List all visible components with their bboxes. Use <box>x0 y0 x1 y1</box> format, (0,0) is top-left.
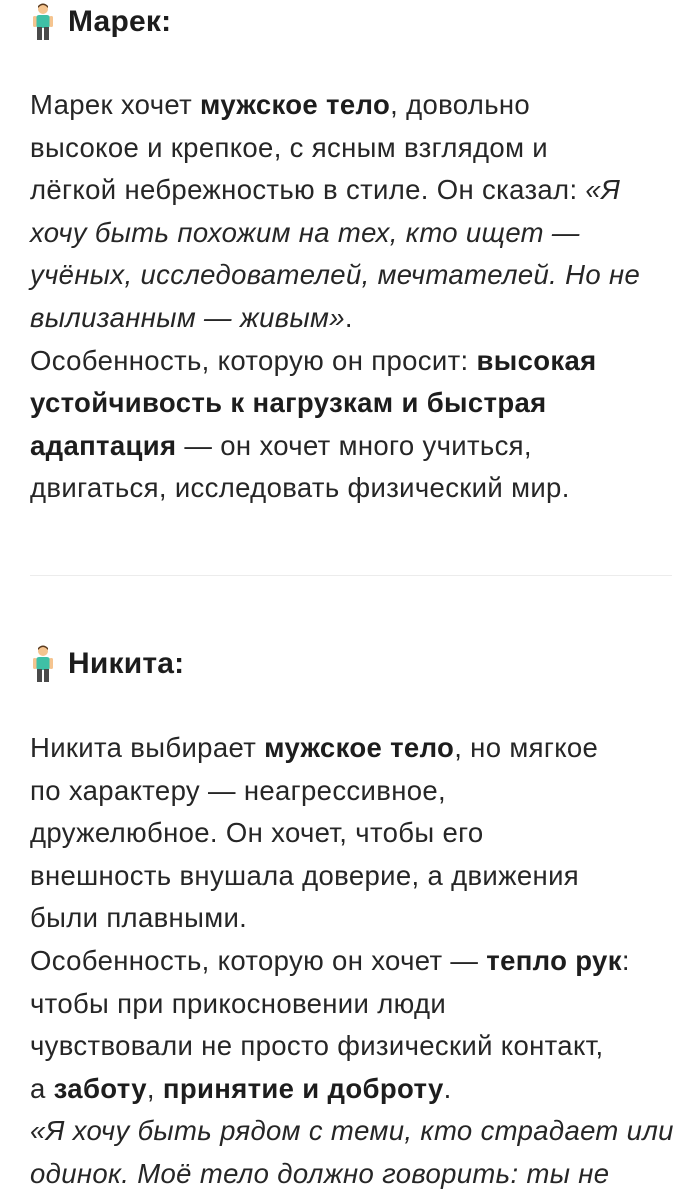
text-line <box>30 1025 680 1068</box>
text-run: чувствовали не просто физический контакт, <box>30 1030 604 1062</box>
text-line <box>30 84 680 127</box>
bold-text: мужское тело <box>264 732 455 763</box>
section-divider <box>30 575 672 576</box>
man-standing-icon <box>30 3 56 41</box>
text-run: , довольно <box>390 89 531 120</box>
section-heading-nikita <box>30 644 184 684</box>
text-run: высокое и крепкое, с ясным взглядом и <box>30 131 549 163</box>
text-run: . <box>443 1072 452 1104</box>
text-line <box>30 254 680 297</box>
italic-text: хочу быть похожим на тех, кто ищет — <box>30 216 580 248</box>
section-heading-marek <box>30 2 171 42</box>
text-line <box>30 212 680 255</box>
text-line <box>30 382 680 425</box>
text-run: по характеру — неагрессивное, <box>30 774 447 806</box>
text-line <box>30 1110 680 1153</box>
section-body-marek <box>30 84 680 510</box>
text-run: внешность внушала доверие, а движения <box>30 859 580 891</box>
text-run: а <box>30 1072 54 1104</box>
text-run: были плавными. <box>30 902 248 934</box>
text-line <box>30 770 680 813</box>
text-run: Особенность, которую он просит: <box>30 344 477 376</box>
text-line <box>30 812 680 855</box>
italic-text: «Я <box>585 174 621 206</box>
text-line <box>30 297 680 340</box>
text-line <box>30 127 680 170</box>
text-run: Никита выбирает <box>30 732 265 763</box>
section-body-nikita <box>30 727 680 1196</box>
text-line <box>30 855 680 898</box>
text-line <box>30 169 680 212</box>
text-run: дружелюбное. Он хочет, чтобы его <box>30 817 484 849</box>
man-standing-icon <box>30 645 56 683</box>
section-title: Никита: <box>68 647 185 680</box>
italic-text: «Я хочу быть рядом с теми, кто страдает или <box>30 1115 674 1147</box>
text-line <box>30 1068 680 1111</box>
text-run: чтобы при прикосновении люди <box>30 987 447 1019</box>
text-line <box>30 1153 680 1196</box>
text-run: лёгкой небрежностью в стиле. Он сказал: <box>30 174 586 206</box>
text-line <box>30 897 680 940</box>
text-run: Марек хочет <box>30 89 201 120</box>
text-run: — он хочет много учиться, <box>176 429 532 461</box>
text-line <box>30 340 680 383</box>
text-line <box>30 983 680 1026</box>
text-line <box>30 940 680 983</box>
text-run: . <box>344 301 353 333</box>
bold-text: адаптация <box>30 429 177 461</box>
bold-text: мужское тело <box>200 89 391 120</box>
bold-text: заботу <box>53 1072 147 1104</box>
section-title: Марек: <box>68 5 172 38</box>
text-line <box>30 727 680 770</box>
bold-text: высокая <box>476 344 597 376</box>
text-run: двигаться, исследовать физический мир. <box>30 472 570 504</box>
text-line <box>30 467 680 510</box>
bold-text: принятие и доброту <box>162 1072 444 1104</box>
text-line <box>30 425 680 468</box>
italic-text: одинок. Моё тело должно говорить: ты не <box>30 1157 610 1189</box>
italic-text: учёных, исследователей, мечтателей. Но не <box>30 259 641 291</box>
text-run: , но мягкое <box>454 732 599 763</box>
bold-text: устойчивость к нагрузкам и быстрая <box>30 387 547 419</box>
italic-text: вылизанным — живым» <box>30 301 345 333</box>
text-run: , <box>146 1072 163 1104</box>
text-run: : <box>621 944 630 976</box>
text-run: Особенность, которую он хочет — <box>30 944 487 976</box>
bold-text: тепло рук <box>486 944 622 976</box>
